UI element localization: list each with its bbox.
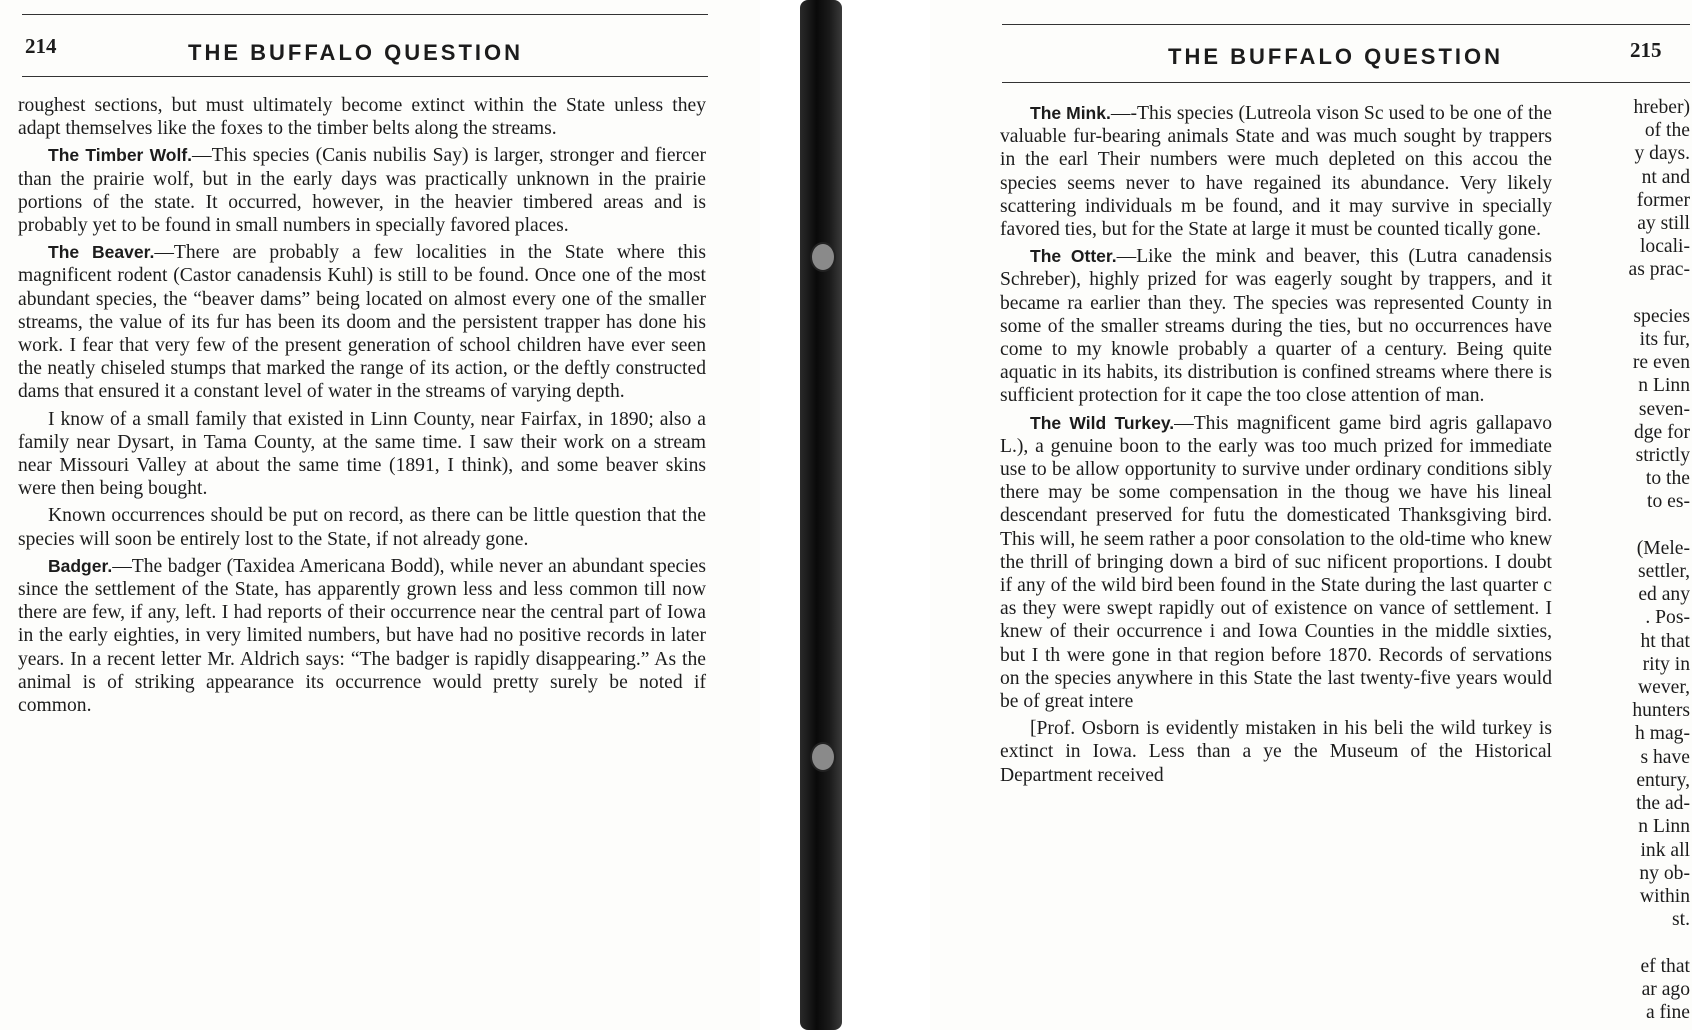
- paragraph: [18, 94, 706, 140]
- paragraph-text: —The badger (Taxidea Americana Bodd), while never an abundant species since the settlement of the State, has apparently grown less and less common till now there are few, if any, left. I had reports of their occurrence near the central part of Iowa in the early eighties, in very limited numbers, but have had no positive records in later years. In a recent letter Mr. Aldrich says: “The badger is rapidly disappearing.” As the animal is of striking appearance its occurrence would pretty surely be noted if common.: [18, 555, 706, 717]
- running-header: THE BUFFALO QUESTION: [188, 40, 523, 65]
- paragraph-text: —Like the mink and beaver, this (Lutra canadensis Schreber), highly prized for was eagerly sought by trappers, and it became ra earlier than they. The species was represented County in some of the smaller streams during the ties, but no occurrences have come to my knowle probably a quarter of a century. Being quite aquatic in its habits, its distribution is confined streams where there is sufficient protection for it cape the too close attention of man.: [1000, 246, 1552, 407]
- top-rule: [22, 14, 708, 15]
- paragraph: [1000, 102, 1552, 241]
- page-number: 214: [25, 34, 57, 58]
- book-spine: [800, 0, 842, 1030]
- margin-fragment: ed any: [1638, 584, 1690, 606]
- paragraph-text: Known occurrences should be put on record, as there can be little question that the species will soon be entirely lost to the State, if not already gone.: [18, 505, 706, 550]
- margin-fragment: as prac-: [1628, 259, 1690, 281]
- paragraph-lead: Badger.: [48, 555, 113, 576]
- paragraph-lead: The Wild Turkey.: [1030, 412, 1175, 433]
- margin-fragment: ht that: [1640, 630, 1690, 652]
- margin-fragment: settler,: [1638, 561, 1690, 583]
- margin-fragment: within: [1639, 885, 1690, 907]
- margin-fragment: [1580, 931, 1690, 954]
- paragraph-lead: The Mink.: [1030, 103, 1111, 123]
- margin-fragment: [1580, 282, 1690, 305]
- margin-fragment-column: [1580, 96, 1690, 1024]
- margin-fragment: dge for: [1633, 421, 1690, 443]
- left-column: [18, 94, 706, 721]
- margin-fragment: of the: [1644, 120, 1690, 142]
- page-number: 215: [1630, 38, 1662, 62]
- margin-fragment: st.: [1672, 909, 1690, 931]
- paragraph-lead: The Timber Wolf.: [48, 145, 193, 166]
- margin-fragment: y days.: [1634, 143, 1690, 165]
- paragraph: [1000, 717, 1552, 787]
- margin-fragment: ay still: [1637, 213, 1690, 235]
- margin-fragment: wever,: [1638, 677, 1690, 699]
- left-page: [0, 0, 760, 1030]
- paragraph-text: —-This species (Lutreola vison Sc used to be one of the valuable fur-bearing animals State and was much sought by trappers in the earl Their numbers were much depleted on this accou the species seems never to have regained its abundance. Very likely scattering individuals m be found, and it may survive in specially favored ties, but for the State at large it must be counted tically gone.: [1000, 103, 1553, 241]
- margin-fragment: to es-: [1647, 491, 1690, 513]
- margin-fragment: strictly: [1635, 445, 1690, 467]
- paragraph-text: —There are probably a few localities in the State where this magnificent rodent (Castor canadensis Kuhl) is still to be found. Once one of the most abundant species, the “beaver dams” being located on almost every one of the smaller streams, the value of its fur has been its doom and the persistent trapper has done his work. I fear that very few of the present generation of school children have ever seen the neatly chiseled stumps that marked the range of its action, or the deftly constructed dams that ensured it a constant level of water in the streams of varying depth.: [18, 242, 706, 403]
- margin-fragment: ink all: [1640, 839, 1690, 861]
- margin-fragment: hunters: [1632, 700, 1690, 722]
- margin-fragment: (Mele-: [1636, 537, 1690, 559]
- paragraph-text: —This magnificent game bird agris gallapavo L.), a genuine boon to the early was too much prized for immediate use to be allow opportunity to survive under ordinary conditions sibly there may be some compensation in the thoug we have his lineal descendant preserved for futu the domesticated Thanksgiving bird. This will, he seem rather a poor consolation to the old-time who knew the thrill of bringing down a bird of suc nificent proportions. I doubt if any of the wild bird been found in the State during the last quarter c as they were swept rapidly out of existence on vance of settlement. I knew of their occurrence i and Iowa Counties in the middle sixties, but I th were gone in that region before 1870. Records of servations on the species anywhere in this State the last twenty-five years would be of great intere: [1000, 412, 1552, 713]
- margin-fragment: s have: [1640, 746, 1690, 768]
- margin-fragment: former: [1636, 189, 1690, 211]
- paragraph: [18, 555, 706, 717]
- margin-fragment: n Linn: [1638, 375, 1690, 397]
- paragraph-text: roughest sections, but must ultimately become extinct within the State unless they adapt themselves like the foxes to the timber belts along the streams.: [18, 95, 706, 140]
- margin-fragment: [1580, 514, 1690, 537]
- margin-fragment: locali-: [1639, 236, 1690, 258]
- paragraph: [18, 504, 706, 550]
- paragraph-text: I know of a small family that existed in Linn County, near Fairfax, in 1890; also a family near Dysart, in Tama County, at the same time. I saw their work on a stream near Missouri Valley at about the same time (1891, I think), and some beaver skins were then being bought.: [18, 408, 706, 500]
- header-rule: [22, 76, 708, 77]
- margin-fragment: ar ago: [1641, 978, 1690, 1000]
- binding-stitch-icon: [810, 742, 836, 772]
- margin-fragment: ef that: [1640, 955, 1690, 977]
- margin-fragment: the ad-: [1636, 793, 1690, 815]
- margin-fragment: rity in: [1642, 653, 1690, 675]
- margin-fragment: re even: [1632, 352, 1690, 374]
- running-header: THE BUFFALO QUESTION: [1168, 44, 1503, 69]
- margin-fragment: to the: [1645, 468, 1690, 490]
- paragraph-lead: The Beaver.: [48, 242, 155, 263]
- paragraph-text: —This species (Canis nubilis Say) is larger, stronger and fiercer than the prairie wolf, but in the early days was practically unknown in the prairie portions of the state. It occurred, however, in the heavier timbered areas and is probably yet to be found in small numbers in specially favored places.: [18, 145, 706, 237]
- book-gutter: [760, 0, 930, 1030]
- margin-fragment: h mag-: [1635, 723, 1690, 745]
- paragraph-lead: The Otter.: [1030, 246, 1117, 267]
- paragraph-text: [Prof. Osborn is evidently mistaken in his beli the wild turkey is extinct in Iowa. Less than a ye the Museum of the Historical Department received: [1000, 718, 1552, 786]
- paragraph: [18, 408, 706, 501]
- paragraph: [1000, 245, 1552, 407]
- margin-fragment: entury,: [1636, 769, 1690, 791]
- header-rule: [1002, 82, 1690, 83]
- margin-fragment: hreber): [1633, 97, 1690, 118]
- top-rule: [1002, 24, 1690, 25]
- margin-fragment: a fine: [1645, 1001, 1690, 1023]
- margin-fragment: . Pos-: [1645, 607, 1690, 629]
- right-column: [1000, 102, 1552, 791]
- margin-fragment: nt and: [1641, 166, 1690, 188]
- margin-fragment: ny ob-: [1639, 862, 1690, 884]
- paragraph: [18, 144, 706, 237]
- margin-fragment: seven-: [1638, 398, 1690, 420]
- binding-stitch-icon: [810, 242, 836, 272]
- margin-fragment: n Linn: [1638, 816, 1690, 838]
- paragraph: [1000, 412, 1552, 714]
- paragraph: [18, 241, 706, 403]
- margin-fragment: its fur,: [1639, 329, 1690, 351]
- margin-fragment: species: [1633, 305, 1690, 327]
